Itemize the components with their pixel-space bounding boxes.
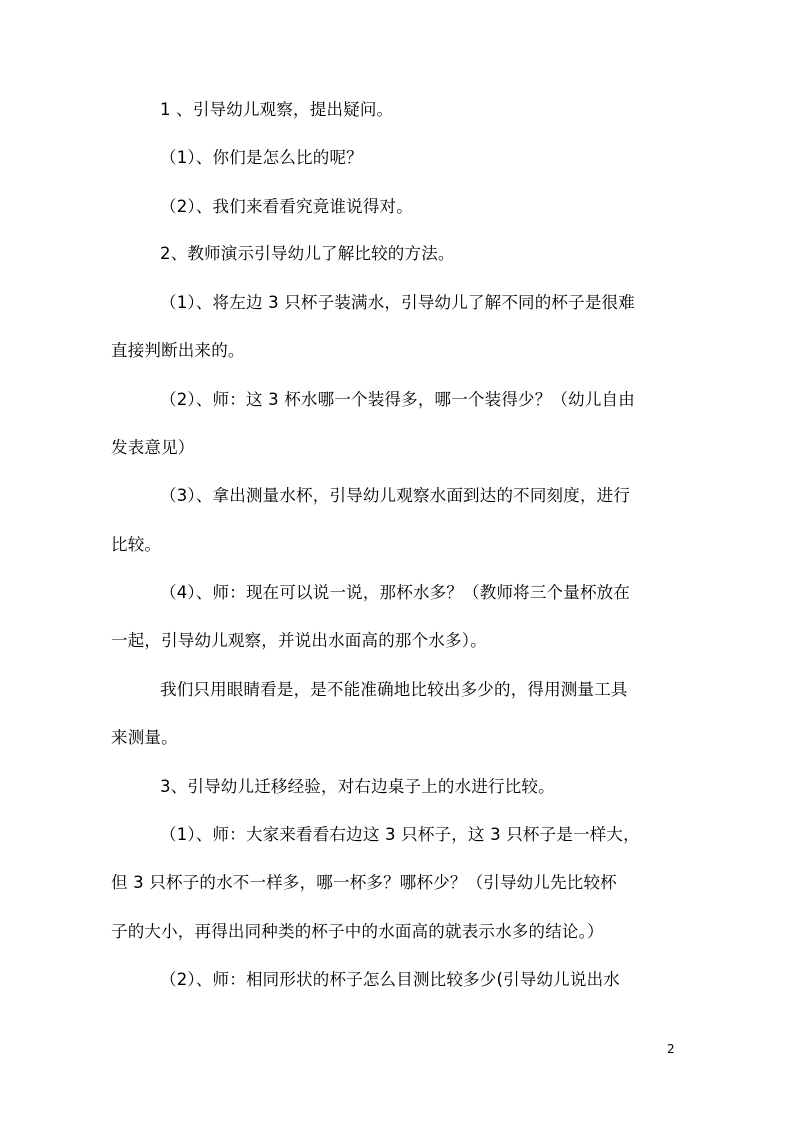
- text-line: （2）、师：这 3 杯水哪一个装得多，哪一个装得少？（幼儿自由: [160, 390, 635, 409]
- text-line: 比较。: [111, 535, 162, 554]
- text-line: （1）、师：大家来看看右边这 3 只杯子，这 3 只杯子是一样大，: [160, 825, 640, 844]
- text-line: 2、教师演示引导幼儿了解比较的方法。: [160, 244, 455, 263]
- text-line: 发表意见）: [111, 438, 195, 457]
- text-line: （2）、师：相同形状的杯子怎么目测比较多少(引导幼儿说出水: [160, 970, 620, 989]
- text-line: （2）、我们来看看究竟谁说得对。: [160, 197, 413, 216]
- text-line: 来测量。: [111, 728, 178, 747]
- text-line: 直接判断出来的。: [111, 341, 245, 360]
- page-number: 2: [667, 1042, 675, 1056]
- text-line: 但 3 只杯子的水不一样多，哪一杯多？哪杯少？（引导幼儿先比较杯: [111, 873, 617, 892]
- text-line: 我们只用眼睛看是，是不能准确地比较出多少的，得用测量工具: [160, 680, 628, 699]
- text-line: （4）、师：现在可以说一说，那杯水多？（教师将三个量杯放在: [160, 583, 631, 602]
- text-line: （1）、将左边 3 只杯子装满水，引导幼儿了解不同的杯子是很难: [160, 293, 635, 312]
- text-line: （3）、拿出测量水杯，引导幼儿观察水面到达的不同刻度，进行: [160, 486, 631, 505]
- text-line: （1）、你们是怎么比的呢？: [160, 148, 363, 167]
- text-line: 子的大小，再得出同种类的杯子中的水面高的就表示水多的结论。）: [111, 922, 604, 941]
- text-line: 3、引导幼儿迁移经验，对右边桌子上的水进行比较。: [160, 777, 555, 796]
- text-line: 一起，引导幼儿观察，并说出水面高的那个水多）。: [111, 631, 487, 650]
- text-line: 1 、引导幼儿观察，提出疑问。: [160, 100, 394, 119]
